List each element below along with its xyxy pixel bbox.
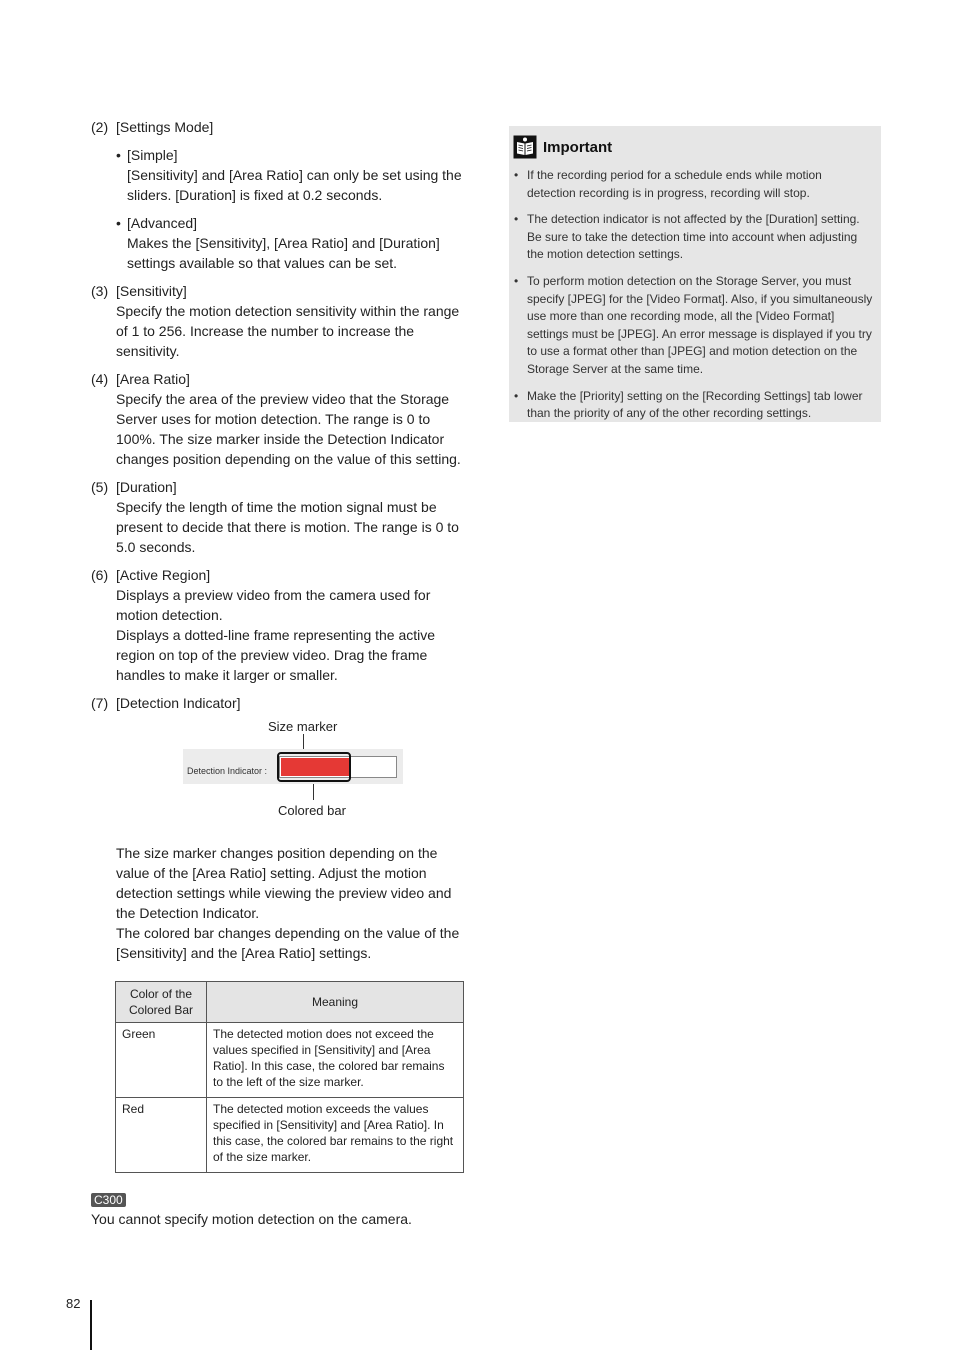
- main-column: [91, 117, 466, 1229]
- important-heading: [513, 134, 873, 160]
- size-marker: [277, 752, 351, 782]
- size-marker-label: Size marker: [268, 719, 338, 734]
- important-list: [513, 167, 873, 423]
- strip-label: Detection Indicator :: [187, 766, 268, 776]
- item-number: (4): [91, 371, 109, 387]
- list-item: • To perform motion detection on the Storage Server, you must specify [JPEG] for the [Video Format]. Also, if you simultaneously use more than one recording mode, all the [Video Format] settings must be [JPEG]. An error message is displayed if you try to use a format other than [JPEG] and motion detection on the Storage Server at the same time.: [513, 273, 873, 379]
- sensitivity-section: [91, 281, 466, 361]
- item-title: [Area Ratio]: [116, 371, 190, 387]
- table-header: Color of the Colored Bar: [116, 982, 207, 1023]
- area-ratio-section: [91, 369, 466, 469]
- table-cell: The detected motion does not exceed the values specified in [Sensitivity] and [Area Ratio]. In this case, the colored bar remains to the left of the size marker.: [207, 1023, 464, 1098]
- important-box: [509, 126, 881, 422]
- duration-section: [91, 477, 466, 557]
- active-region-section: [91, 565, 466, 685]
- bullet-advanced: [91, 213, 466, 273]
- list-item-text: Make the [Priority] setting on the [Recording Settings] tab lower than the priority of any of the other recording settings.: [527, 388, 863, 421]
- item-text: Specify the length of time the motion signal must be present to decide that there is motion. The range is 0 to 5.0 seconds.: [116, 499, 459, 555]
- list-item: • Make the [Priority] setting on the [Recording Settings] tab lower than the priority of any of the other recording settings.: [513, 388, 873, 423]
- list-item: • If the recording period for a schedule ends while motion detection recording is in progress, recording will stop.: [513, 167, 873, 202]
- table-cell: The detected motion exceeds the values specified in [Sensitivity] and [Area Ratio]. In this case, the colored bar remains to the right of the size marker.: [207, 1098, 464, 1173]
- bullet-text: Makes the [Sensitivity], [Area Ratio] and [Duration] settings available so that values can be set.: [127, 235, 440, 271]
- important-title: Important: [543, 138, 613, 156]
- list-item-text: The detection indicator is not affected by the [Duration] setting. Be sure to take the detection time into account when adjusting the motion detection settings.: [527, 212, 860, 262]
- table-cell: Red: [116, 1098, 207, 1173]
- item-number: (5): [91, 479, 109, 495]
- list-item-text: If the recording period for a schedule ends while motion detection recording is in progress, recording will stop.: [527, 168, 822, 200]
- bullet-dot: •: [116, 215, 121, 231]
- table-header: Meaning: [207, 982, 464, 1023]
- bullet-text: [Sensitivity] and [Area Ratio] can only be set using the sliders. [Duration] is fixed at 0.2 seconds.: [127, 167, 462, 203]
- item-text: Specify the motion detection sensitivity within the range of 1 to 256. Increase the number to increase the sensitivity.: [116, 303, 460, 359]
- item-text: Specify the area of the preview video that the Storage Server uses for motion detection. The range is 0 to 100%. The size marker inside the Detection Indicator changes position depending on the value of this setting.: [116, 391, 461, 467]
- detection-indicator-strip: [183, 749, 403, 784]
- model-badge: C300: [91, 1193, 126, 1207]
- important-book-icon: [513, 135, 537, 159]
- colored-bar-label: Colored bar: [278, 803, 346, 818]
- detection-indicator-section: [91, 693, 466, 963]
- settings-mode-section: [91, 117, 466, 273]
- bullet-title: [Simple]: [127, 147, 178, 163]
- item-title: [Duration]: [116, 479, 177, 495]
- page-rule: [90, 1300, 92, 1350]
- item-title: [Active Region]: [116, 567, 211, 583]
- page-number: 82: [66, 1296, 81, 1311]
- list-item-text: To perform motion detection on the Storage Server, you must specify [JPEG] for the [Video Format]. Also, if you simultaneously use more than one recording mode, all the [Video Format] settings must be [JPEG]. An error message is displayed if you try to use a format other than [JPEG] and motion detection on the Storage Server at the same time.: [527, 273, 873, 376]
- item-number: (3): [91, 283, 109, 299]
- section-heading: [91, 117, 466, 137]
- bullet-dot: •: [116, 147, 121, 163]
- bullet-title: [Advanced]: [127, 215, 198, 231]
- item-title: [Sensitivity]: [116, 283, 187, 299]
- detection-indicator-figure: [91, 717, 466, 841]
- item-title: [Settings Mode]: [116, 119, 214, 135]
- list-item: • The detection indicator is not affected by the [Duration] setting. Be sure to take the detection time into account when adjusting the motion detection settings.: [513, 211, 873, 264]
- model-note: You cannot specify motion detection on the camera.: [91, 1211, 412, 1227]
- colored-bar-table: [115, 981, 464, 1173]
- table-row: [116, 1098, 464, 1173]
- colored-bar-leader: [313, 784, 314, 800]
- bullet-simple: [91, 145, 466, 205]
- indicator-paragraph: The colored bar changes depending on the value of the [Sensitivity] and the [Area Ratio] settings.: [116, 925, 460, 961]
- table-cell: Green: [116, 1023, 207, 1098]
- item-number: (2): [91, 119, 109, 135]
- item-text: Displays a dotted-line frame representing the active region on top of the preview video. Drag the frame handles to make it larger or smaller.: [116, 627, 436, 683]
- item-number: (6): [91, 567, 109, 583]
- table-row: [116, 1023, 464, 1098]
- table-header-row: [116, 982, 464, 1023]
- item-text: Displays a preview video from the camera used for motion detection.: [116, 587, 431, 623]
- indicator-paragraph: The size marker changes position depending on the value of the [Area Ratio] setting. Adjust the motion detection settings while viewing the preview video and the Detection Indicator.: [116, 845, 452, 921]
- item-number: (7): [91, 695, 109, 711]
- item-title: [Detection Indicator]: [116, 695, 241, 711]
